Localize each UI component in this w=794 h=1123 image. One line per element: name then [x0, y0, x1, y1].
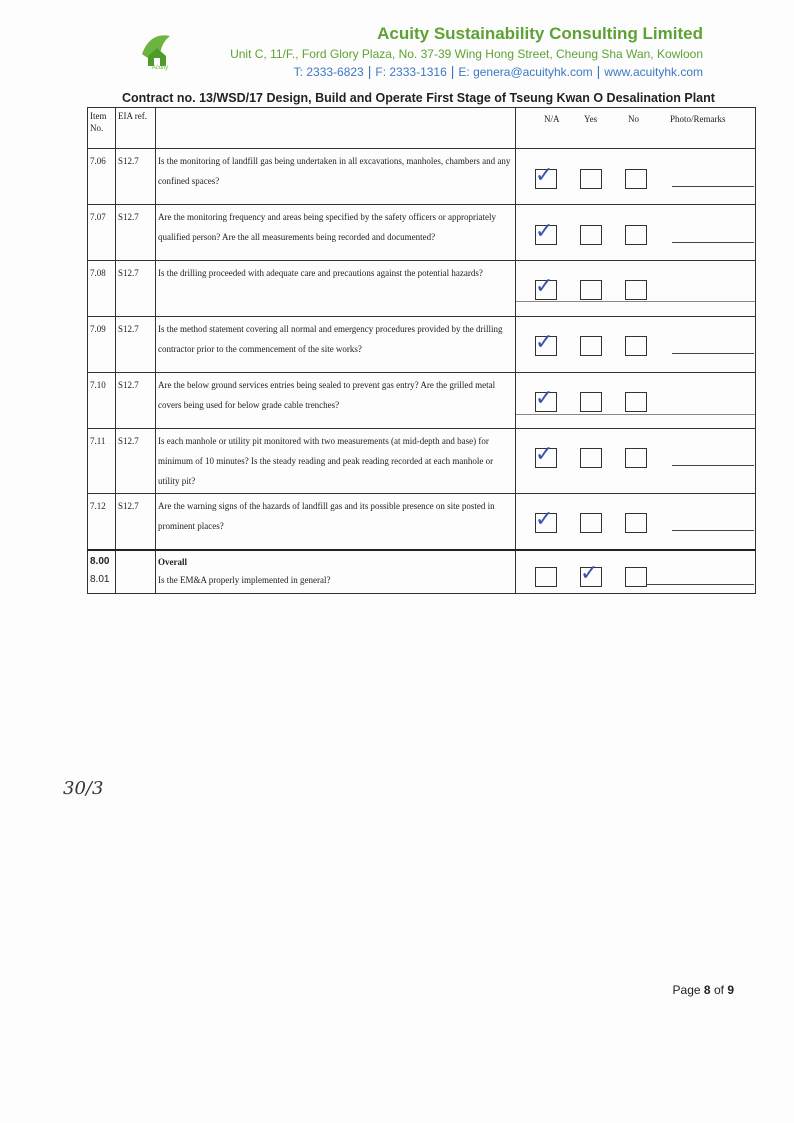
company-contact: T: 2333-6823 | F: 2333-1316 | E: genera@acuityhk.com | www.acuityhk.com — [293, 63, 703, 79]
overall-item-cell — [88, 550, 116, 594]
remarks-line[interactable] — [516, 301, 755, 302]
no-checkbox[interactable] — [625, 225, 647, 245]
company-name: Acuity Sustainability Consulting Limited — [377, 24, 703, 43]
check-mark-icon: ✓ — [535, 219, 554, 244]
no-checkbox[interactable] — [625, 567, 647, 587]
question: Are the warning signs of the hazards of landfill gas and its possible presence on site posted in prominent places? — [156, 494, 516, 550]
table-row — [88, 429, 756, 494]
yes-checkbox[interactable] — [580, 225, 602, 245]
company-address: Unit C, 11/F., Ford Glory Plaza, No. 37-39 Wing Hong Street, Cheung Sha Wan, Kowloon — [230, 47, 703, 61]
remarks-line[interactable] — [672, 186, 754, 187]
answer-cell — [516, 205, 756, 261]
eia-ref: S12.7 — [116, 149, 156, 205]
section-number: 8.00 — [90, 555, 110, 567]
question: Is the EM&A properly implemented in general? — [158, 574, 331, 585]
logo-text: Acuity — [151, 65, 169, 71]
check-mark-icon: ✓ — [535, 386, 554, 411]
page-label: Page — [672, 983, 701, 997]
answer-cell — [516, 550, 756, 594]
na-checkbox[interactable] — [535, 219, 557, 245]
eia-ref: S12.7 — [116, 429, 156, 494]
question: Is each manhole or utility pit monitored with two measurements (at mid-depth and base) for minimum of 10 minutes? Is the steady reading and peak reading recorded at each manhole or utility pit? — [156, 429, 516, 494]
yes-checkbox[interactable] — [580, 169, 602, 189]
yes-header: Yes — [584, 114, 598, 124]
na-checkbox[interactable] — [535, 507, 557, 533]
website: www.acuityhk.com — [604, 65, 703, 79]
answer-cell — [516, 373, 756, 429]
table-row — [88, 317, 756, 373]
check-mark-icon: ✓ — [535, 507, 554, 532]
remarks-line[interactable] — [646, 584, 754, 585]
item-no: 8.01 — [90, 573, 110, 585]
checklist-table — [87, 107, 756, 594]
table-row — [88, 494, 756, 550]
overall-row — [88, 550, 756, 594]
answer-cell — [516, 261, 756, 317]
no-header: No — [628, 114, 639, 124]
question-cell — [156, 550, 516, 594]
na-header: N/A — [544, 114, 560, 124]
eia-ref-header: EIA ref. — [116, 108, 156, 149]
contract-title: Contract no. 13/WSD/17 Design, Build and Operate First Stage of Tseung Kwan O Desalination Plant — [122, 91, 715, 105]
answer-header — [516, 108, 756, 149]
no-checkbox[interactable] — [625, 336, 647, 356]
answer-cell — [516, 317, 756, 373]
answer-cell — [516, 429, 756, 494]
no-checkbox[interactable] — [625, 513, 647, 533]
page-number — [673, 983, 734, 997]
question: Is the method statement covering all normal and emergency procedures provided by the drilling contractor prior to the commencement of the site works? — [156, 317, 516, 373]
yes-checkbox[interactable] — [580, 280, 602, 300]
item-no: 7.08 — [88, 261, 116, 317]
yes-checkbox[interactable] — [580, 513, 602, 533]
remarks-line[interactable] — [672, 353, 754, 354]
remarks-line[interactable] — [672, 242, 754, 243]
no-checkbox[interactable] — [625, 169, 647, 189]
phone: T: 2333-6823 — [293, 65, 364, 79]
no-checkbox[interactable] — [625, 448, 647, 468]
check-mark-icon: ✓ — [535, 274, 554, 299]
check-mark-icon: ✓ — [535, 163, 554, 188]
eia-ref: S12.7 — [116, 317, 156, 373]
item-no: 7.09 — [88, 317, 116, 373]
acuity-logo-icon — [128, 24, 186, 82]
page-of: of — [713, 983, 724, 997]
na-checkbox[interactable] — [535, 567, 557, 587]
question: Are the monitoring frequency and areas being specified by the safety officers or appropriately qualified person? Are the all measurements being recorded and documented? — [156, 205, 516, 261]
yes-checkbox[interactable] — [580, 448, 602, 468]
email: E: genera@acuityhk.com — [458, 65, 593, 79]
check-mark-icon: ✓ — [535, 330, 554, 355]
fax: F: 2333-1316 — [375, 65, 447, 79]
item-no: 7.11 — [88, 429, 116, 494]
remarks-header: Photo/Remarks — [670, 114, 726, 124]
handwritten-note: 30/3 — [63, 778, 104, 799]
header-row — [88, 108, 756, 149]
remarks-line[interactable] — [672, 465, 754, 466]
no-checkbox[interactable] — [625, 280, 647, 300]
no-checkbox[interactable] — [625, 392, 647, 412]
na-checkbox[interactable] — [535, 442, 557, 468]
eia-ref: S12.7 — [116, 205, 156, 261]
question: Is the monitoring of landfill gas being undertaken in all excavations, manholes, chambers and any confined spaces? — [156, 149, 516, 205]
eia-ref: S12.7 — [116, 373, 156, 429]
na-checkbox[interactable] — [535, 274, 557, 300]
page-current: 8 — [703, 983, 711, 997]
item-no: 7.06 — [88, 149, 116, 205]
na-checkbox[interactable] — [535, 330, 557, 356]
check-mark-icon: ✓ — [535, 442, 554, 467]
yes-checkbox[interactable] — [580, 336, 602, 356]
remarks-line[interactable] — [516, 414, 755, 415]
eia-ref: S12.7 — [116, 494, 156, 550]
item-no: 7.07 — [88, 205, 116, 261]
table-row — [88, 205, 756, 261]
item-no: 7.10 — [88, 373, 116, 429]
check-mark-icon: ✓ — [580, 560, 599, 586]
na-checkbox[interactable] — [535, 386, 557, 412]
eia-ref — [116, 550, 156, 594]
item-no: 7.12 — [88, 494, 116, 550]
table-row — [88, 149, 756, 205]
answer-cell — [516, 149, 756, 205]
eia-ref: S12.7 — [116, 261, 156, 317]
remarks-line[interactable] — [672, 530, 754, 531]
page-total: 9 — [727, 983, 734, 997]
overall-heading: Overall — [158, 556, 187, 567]
table-row — [88, 373, 756, 429]
letterhead — [0, 0, 794, 90]
item-no-header: Item No. — [88, 108, 116, 149]
yes-checkbox[interactable] — [580, 392, 602, 412]
question: Is the drilling proceeded with adequate care and precautions against the potential hazards? — [156, 261, 516, 317]
question: Are the below ground services entries being sealed to prevent gas entry? Are the grilled metal covers being used for below grade cable trenches? — [156, 373, 516, 429]
question-header — [156, 108, 516, 149]
yes-checkbox[interactable] — [580, 560, 602, 587]
answer-cell — [516, 494, 756, 550]
na-checkbox[interactable] — [535, 163, 557, 189]
table-row — [88, 261, 756, 317]
